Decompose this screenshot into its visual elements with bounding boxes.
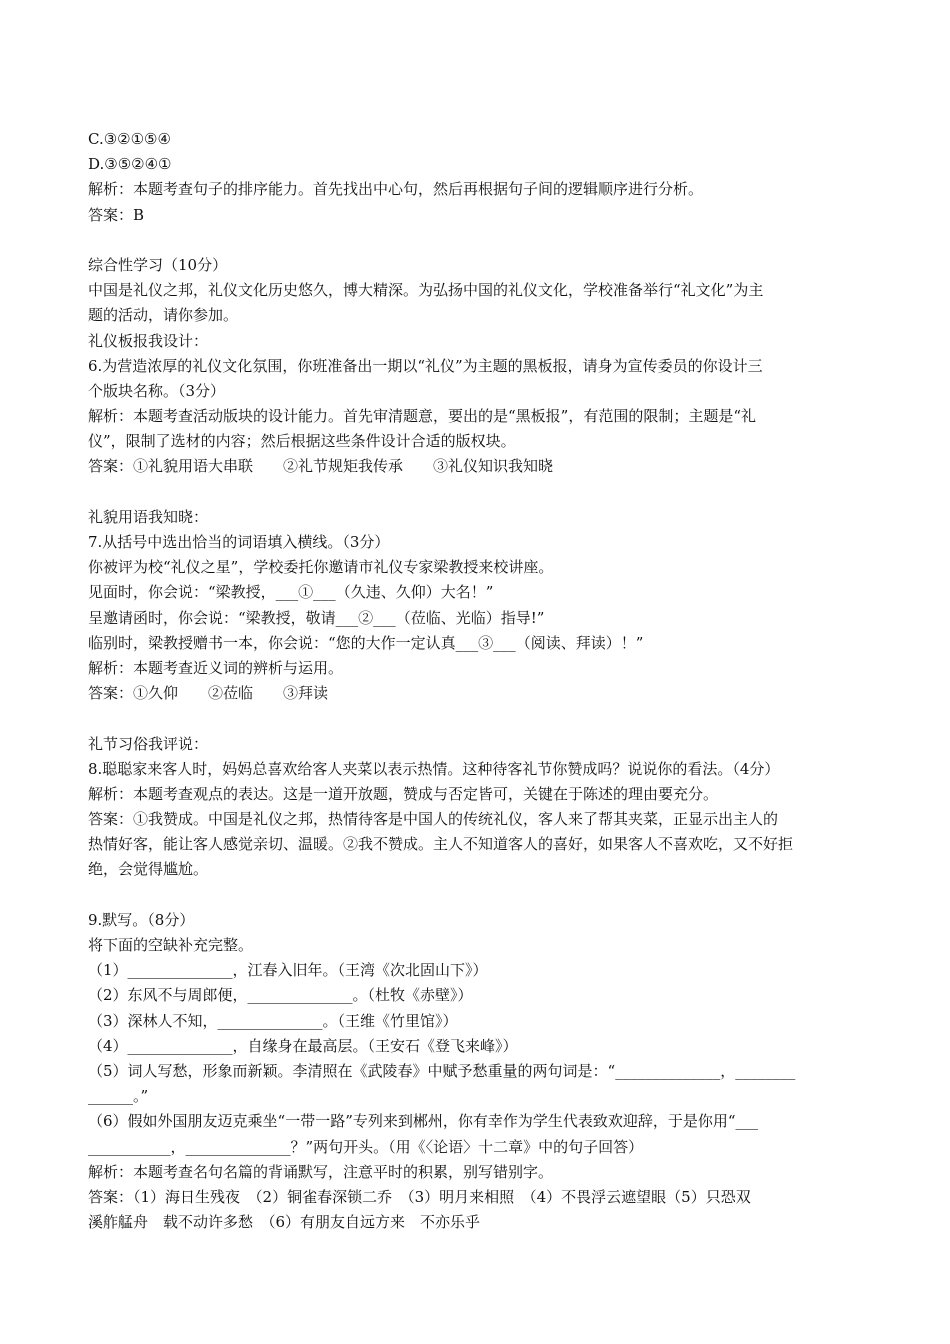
option-d: D.③⑤②④① <box>88 155 172 174</box>
option-c: C.③②①⑤④ <box>88 130 171 148</box>
sentence-text: 见面时，你会说：“梁教授， <box>88 583 276 602</box>
q7-sentence-1 <box>88 580 868 605</box>
fill-blank-1: ___①___ <box>275 583 336 602</box>
q9-item-6-line-1: （6）假如外国朋友迈克乘坐“一带一路”专列来到郴州，你有幸作为学生代表致欢迎辞，于是你用“___ <box>88 1112 759 1131</box>
q9-answer-line-2: 溪舴艋舟 载不动许多愁 （6）有朋友自远方来 不亦乐乎 <box>88 1213 481 1232</box>
q6-line-1: 6.为营造浓厚的礼仪文化氛围，你班准备出一期以“礼仪”为主题的黑板报，请身为宣传委员的你设计三 <box>88 356 763 375</box>
q7-analysis: 解析：本题考查近义词的辨析与运用。 <box>88 658 344 677</box>
q5-answer: 答案：B <box>88 205 145 224</box>
q6-analysis-line-1: 解析：本题考查活动版块的设计能力。首先审清题意，要出的是“黑板报”，有范围的限制；主题是“礼 <box>88 407 757 426</box>
document-body <box>88 127 868 1235</box>
q7-answer: 答案：①久仰 ②莅临 ③拜读 <box>88 684 329 703</box>
spacer <box>88 706 868 731</box>
sentence-text: （阅读、拜读）！” <box>515 633 644 652</box>
spacer <box>88 883 868 908</box>
q7-sentence-2 <box>88 606 868 631</box>
q9-item-5-line-1: （5）词人写愁，形象而新颖。李清照在《武陵春》中赋予愁重量的两句词是：“______________，________ <box>88 1061 796 1080</box>
q8-prompt: 8.聪聪家来客人时，妈妈总喜欢给客人夹菜以表示热情。这种待客礼节你赞成吗？说说你的看法。（4分） <box>88 759 780 778</box>
section-title: 综合性学习（10分） <box>88 255 228 274</box>
q9-item-1: （1）______________，江春入旧年。（王湾《次北固山下》） <box>88 961 488 980</box>
spacer <box>88 228 868 253</box>
q6-analysis-line-2: 仪”，限制了选材的内容；然后根据这些条件设计合适的版权块。 <box>88 432 516 451</box>
section-intro-line-1: 中国是礼仪之邦，礼仪文化历史悠久，博大精深。为弘扬中国的礼仪文化，学校准备举行“礼文化”为主 <box>88 281 764 300</box>
part3-heading: 礼节习俗我评说： <box>88 734 209 753</box>
q7-context: 你被评为校“礼仪之星”，学校委托你邀请市礼仪专家梁教授来校讲座。 <box>88 558 554 577</box>
q8-analysis: 解析：本题考查观点的表达。这是一道开放题，赞成与否定皆可，关键在于陈述的理由要充分。 <box>88 784 719 803</box>
fill-blank-2: ___②___ <box>335 608 396 627</box>
fill-blank-3: ___③___ <box>455 633 516 652</box>
part1-heading: 礼仪板报我设计： <box>88 331 209 350</box>
q6-answer: 答案：①礼貌用语大串联 ②礼节规矩我传承 ③礼仪知识我知晓 <box>88 457 554 476</box>
q9-item-4: （4）______________，自缘身在最高层。（王安石《登飞来峰》） <box>88 1036 518 1055</box>
q9-title: 9.默写。（8分） <box>88 910 195 929</box>
q9-item-3: （3）深林人不知，______________。（王维《竹里馆》） <box>88 1011 458 1030</box>
q9-item-5-line-2: ______。” <box>88 1087 149 1106</box>
spacer <box>88 480 868 505</box>
q9-answer-line-1: 答案：（1）海日生残夜 （2）铜雀春深锁二乔 （3）明月来相照 （4）不畏浮云遮望眼（5）只恐双 <box>88 1187 751 1206</box>
q9-analysis: 解析：本题考查名句名篇的背诵默写，注意平时的积累，别写错别字。 <box>88 1162 554 1181</box>
q7-sentence-3 <box>88 631 868 656</box>
q9-item-6-line-2: ___________，______________？”两句开头。（用《〈论语〉十二章》中的句子回答） <box>88 1137 644 1156</box>
sentence-text: （久违、久仰）大名！” <box>335 583 494 602</box>
q6-line-2: 个版块名称。（3分） <box>88 381 226 400</box>
section-intro-line-2: 题的活动，请你参加。 <box>88 306 239 325</box>
q7-prompt: 7.从括号中选出恰当的词语填入横线。（3分） <box>88 533 390 551</box>
q8-answer-line-1: 答案：①我赞成。中国是礼仪之邦，热情待客是中国人的传统礼仪，客人来了帮其夹菜，正显示出主人的 <box>88 810 779 829</box>
q9-instruction: 将下面的空缺补充完整。 <box>88 936 254 954</box>
q8-answer-line-3: 绝，会觉得尴尬。 <box>88 860 209 879</box>
q8-answer-line-2: 热情好客，能让客人感觉亲切、温暖。②我不赞成。主人不知道客人的喜好，如果客人不喜欢吃，又不好拒 <box>88 835 794 854</box>
part2-heading: 礼貌用语我知晓： <box>88 507 209 526</box>
q5-analysis: 解析：本题考查句子的排序能力。首先找出中心句，然后再根据句子间的逻辑顺序进行分析。 <box>88 180 704 199</box>
sentence-text: （莅临、光临）指导!” <box>395 608 545 627</box>
sentence-text: 临别时，梁教授赠书一本，你会说：“您的大作一定认真 <box>88 633 456 652</box>
sentence-text: 呈邀请函时，你会说：“梁教授，敬请 <box>88 608 336 627</box>
q9-item-2: （2）东风不与周郎便，______________。（杜牧《赤壁》） <box>88 986 473 1005</box>
